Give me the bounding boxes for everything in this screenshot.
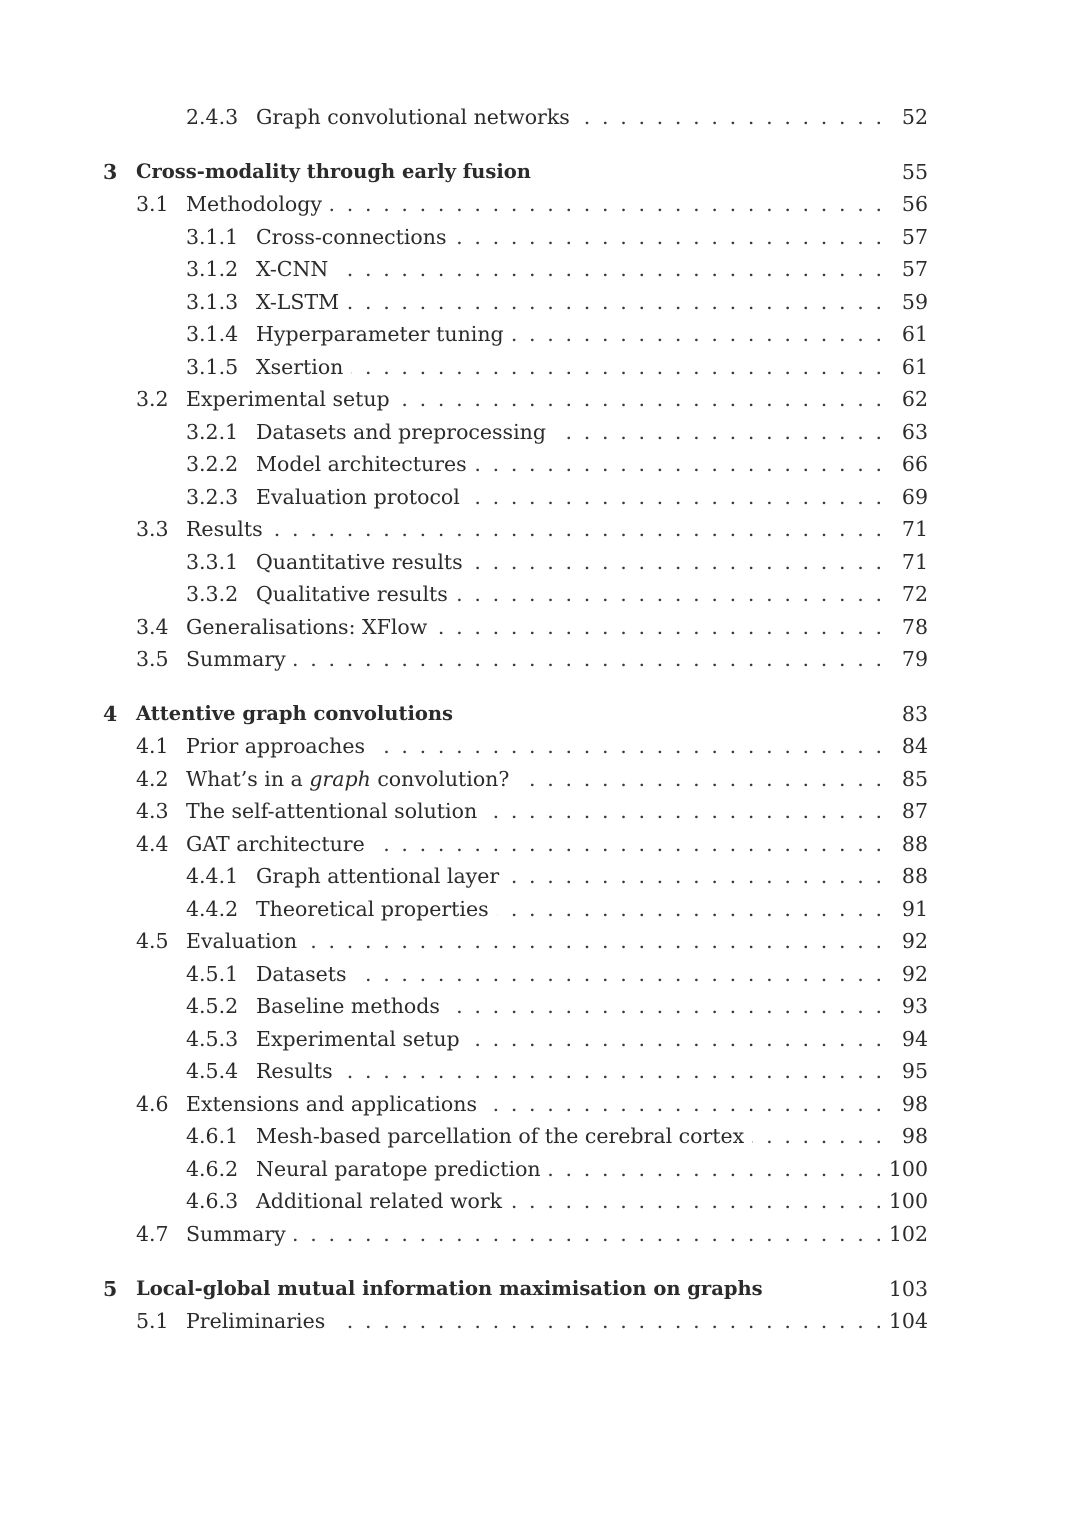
entry-title: Model architectures	[256, 448, 475, 480]
chapter-title: Local-global mutual information maximisation on graphs	[136, 1273, 771, 1305]
chapter-number: 5	[103, 1277, 118, 1301]
entry-title: Qualitative results	[256, 578, 456, 610]
toc-entry[interactable]	[0, 730, 1080, 762]
page-number: 88	[896, 860, 928, 892]
dot-leader	[578, 101, 882, 133]
toc-entry[interactable]	[0, 958, 1080, 990]
entry-title: What’s in a graph convolution?	[186, 763, 517, 795]
entry-number: 3.2.1	[186, 420, 239, 444]
toc-entry[interactable]	[0, 1120, 1080, 1152]
page-number: 57	[896, 253, 928, 285]
page-number: 71	[896, 546, 928, 578]
entry-title: Summary	[186, 643, 294, 675]
dot-leader	[471, 546, 882, 578]
toc-chapter[interactable]	[0, 1273, 1080, 1305]
toc-chapter[interactable]	[0, 698, 1080, 730]
dot-leader	[507, 860, 882, 892]
dot-leader	[294, 1218, 882, 1250]
page-number: 84	[896, 730, 928, 762]
toc-entry[interactable]	[0, 253, 1080, 285]
toc-entry[interactable]	[0, 828, 1080, 860]
entry-number: 4.6	[136, 1092, 169, 1116]
dot-leader	[435, 611, 882, 643]
entry-title: Results	[186, 513, 271, 545]
page-number: 79	[896, 643, 928, 675]
entry-number: 3.3	[136, 517, 169, 541]
dot-leader	[456, 578, 882, 610]
entry-number: 5.1	[136, 1309, 169, 1333]
entry-number: 3.1.5	[186, 355, 239, 379]
toc-entry[interactable]	[0, 763, 1080, 795]
toc-entry[interactable]	[0, 1055, 1080, 1087]
entry-title: Evaluation	[186, 925, 305, 957]
entry-title: Results	[256, 1055, 341, 1087]
entry-number: 4.2	[136, 767, 169, 791]
dot-leader	[341, 1055, 882, 1087]
page-number: 104	[883, 1305, 928, 1337]
page-number: 100	[883, 1153, 928, 1185]
entry-number: 4.4.2	[186, 897, 239, 921]
entry-title: Preliminaries	[186, 1305, 333, 1337]
page-number: 69	[896, 481, 928, 513]
entry-number: 4.6.3	[186, 1189, 239, 1213]
toc-entry[interactable]	[0, 513, 1080, 545]
dot-leader	[485, 1088, 882, 1120]
dot-leader	[448, 990, 882, 1022]
toc-entry[interactable]	[0, 860, 1080, 892]
entry-number: 3.2.2	[186, 452, 239, 476]
dot-leader	[517, 763, 882, 795]
entry-number: 4.5.4	[186, 1059, 239, 1083]
entry-number: 3.1	[136, 192, 169, 216]
entry-number: 3.3.2	[186, 582, 239, 606]
dot-leader	[333, 1305, 882, 1337]
toc-entry[interactable]	[0, 925, 1080, 957]
entry-title: Datasets	[256, 958, 355, 990]
toc-entry[interactable]	[0, 481, 1080, 513]
dot-leader	[355, 958, 882, 990]
dot-leader	[549, 1153, 882, 1185]
entry-title: Prior approaches	[186, 730, 373, 762]
page-number: 71	[896, 513, 928, 545]
dot-leader	[373, 730, 882, 762]
toc-entry[interactable]	[0, 1305, 1080, 1337]
toc-entry[interactable]	[0, 578, 1080, 610]
entry-title: Additional related work	[256, 1185, 510, 1217]
entry-title: Graph attentional layer	[256, 860, 507, 892]
page-number: 83	[896, 698, 928, 730]
page-number: 102	[883, 1218, 928, 1250]
page-number: 59	[896, 286, 928, 318]
entry-number: 3.1.3	[186, 290, 239, 314]
page-number: 62	[896, 383, 928, 415]
entry-number: 3.1.2	[186, 257, 239, 281]
page-number: 98	[896, 1120, 928, 1152]
dot-leader	[330, 188, 882, 220]
dot-leader	[485, 795, 882, 827]
page-number: 78	[896, 611, 928, 643]
page-number: 57	[896, 221, 928, 253]
page-number: 98	[896, 1088, 928, 1120]
toc-entry[interactable]	[0, 1023, 1080, 1055]
toc-entry[interactable]	[0, 101, 1080, 133]
dot-leader	[752, 1120, 882, 1152]
entry-number: 2.4.3	[186, 105, 239, 129]
toc-entry[interactable]	[0, 1185, 1080, 1217]
toc-entry[interactable]	[0, 221, 1080, 253]
toc-entry[interactable]	[0, 318, 1080, 350]
toc-entry[interactable]	[0, 1218, 1080, 1250]
entry-number: 4.5.2	[186, 994, 239, 1018]
dot-leader	[512, 318, 882, 350]
entry-title: Generalisations: XFlow	[186, 611, 435, 643]
toc-entry[interactable]	[0, 286, 1080, 318]
page-number: 103	[883, 1273, 928, 1305]
dot-leader	[497, 893, 882, 925]
dot-leader	[475, 448, 882, 480]
entry-number: 3.2	[136, 387, 169, 411]
entry-title: Evaluation protocol	[256, 481, 468, 513]
dot-leader	[271, 513, 882, 545]
dot-leader	[468, 1023, 882, 1055]
dot-leader	[373, 828, 882, 860]
entry-title: X-CNN	[256, 253, 336, 285]
dot-leader	[336, 253, 882, 285]
dot-leader	[294, 643, 882, 675]
toc-entry[interactable]	[0, 1088, 1080, 1120]
entry-title: Methodology	[186, 188, 330, 220]
entry-title: Theoretical properties	[256, 893, 497, 925]
entry-title: Extensions and applications	[186, 1088, 485, 1120]
entry-number: 4.4.1	[186, 864, 239, 888]
page-number: 93	[896, 990, 928, 1022]
page-number: 61	[896, 351, 928, 383]
toc-entry[interactable]	[0, 188, 1080, 220]
entry-number: 4.3	[136, 799, 169, 823]
toc-entry[interactable]	[0, 448, 1080, 480]
entry-number: 3.5	[136, 647, 169, 671]
entry-title: Graph convolutional networks	[256, 101, 578, 133]
toc-chapter[interactable]	[0, 156, 1080, 188]
dot-leader	[351, 351, 882, 383]
entry-number: 4.6.2	[186, 1157, 239, 1181]
dot-leader	[305, 925, 882, 957]
entry-title: Summary	[186, 1218, 294, 1250]
page-number: 92	[896, 958, 928, 990]
entry-title: Neural paratope prediction	[256, 1153, 549, 1185]
dot-leader	[347, 286, 882, 318]
entry-title: Quantitative results	[256, 546, 471, 578]
dot-leader	[455, 221, 882, 253]
toc-entry[interactable]	[0, 643, 1080, 675]
toc-entry[interactable]	[0, 383, 1080, 415]
chapter-number: 4	[103, 702, 118, 726]
entry-title: Experimental setup	[186, 383, 398, 415]
entry-number: 3.1.1	[186, 225, 239, 249]
entry-title: Experimental setup	[256, 1023, 468, 1055]
toc-entry[interactable]	[0, 416, 1080, 448]
entry-title: GAT architecture	[186, 828, 373, 860]
entry-number: 3.3.1	[186, 550, 239, 574]
entry-title: Mesh-based parcellation of the cerebral cortex	[256, 1120, 752, 1152]
entry-title: Hyperparameter tuning	[256, 318, 512, 350]
page-number: 94	[896, 1023, 928, 1055]
chapter-title: Cross-modality through early fusion	[136, 156, 539, 188]
page-number: 72	[896, 578, 928, 610]
entry-number: 4.4	[136, 832, 169, 856]
page-number: 91	[896, 893, 928, 925]
page-number: 85	[896, 763, 928, 795]
chapter-number: 3	[103, 160, 118, 184]
entry-title: Cross-connections	[256, 221, 455, 253]
page-number: 52	[896, 101, 928, 133]
toc-entry[interactable]	[0, 1153, 1080, 1185]
entry-number: 3.1.4	[186, 322, 239, 346]
dot-leader	[510, 1185, 882, 1217]
page-number: 63	[896, 416, 928, 448]
toc-entry[interactable]	[0, 893, 1080, 925]
toc-entry[interactable]	[0, 611, 1080, 643]
page-number: 88	[896, 828, 928, 860]
entry-number: 4.5	[136, 929, 169, 953]
dot-leader	[468, 481, 882, 513]
entry-number: 4.6.1	[186, 1124, 239, 1148]
page-number: 100	[883, 1185, 928, 1217]
entry-number: 4.5.1	[186, 962, 239, 986]
page-number: 55	[896, 156, 928, 188]
entry-number: 4.7	[136, 1222, 169, 1246]
toc-entry[interactable]	[0, 795, 1080, 827]
page-number: 56	[896, 188, 928, 220]
entry-number: 3.4	[136, 615, 169, 639]
entry-title: Datasets and preprocessing	[256, 416, 554, 448]
entry-number: 4.5.3	[186, 1027, 239, 1051]
chapter-title: Attentive graph convolutions	[136, 698, 461, 730]
page-number: 61	[896, 318, 928, 350]
page-number: 87	[896, 795, 928, 827]
entry-title: Baseline methods	[256, 990, 448, 1022]
dot-leader	[554, 416, 882, 448]
entry-number: 3.2.3	[186, 485, 239, 509]
entry-number: 4.1	[136, 734, 169, 758]
entry-title: X-LSTM	[256, 286, 347, 318]
toc-entry[interactable]	[0, 351, 1080, 383]
toc-entry[interactable]	[0, 990, 1080, 1022]
entry-title: Xsertion	[256, 351, 351, 383]
entry-title: The self-attentional solution	[186, 795, 485, 827]
page-number: 66	[896, 448, 928, 480]
page-number: 92	[896, 925, 928, 957]
toc-entry[interactable]	[0, 546, 1080, 578]
dot-leader	[398, 383, 882, 415]
page-number: 95	[896, 1055, 928, 1087]
